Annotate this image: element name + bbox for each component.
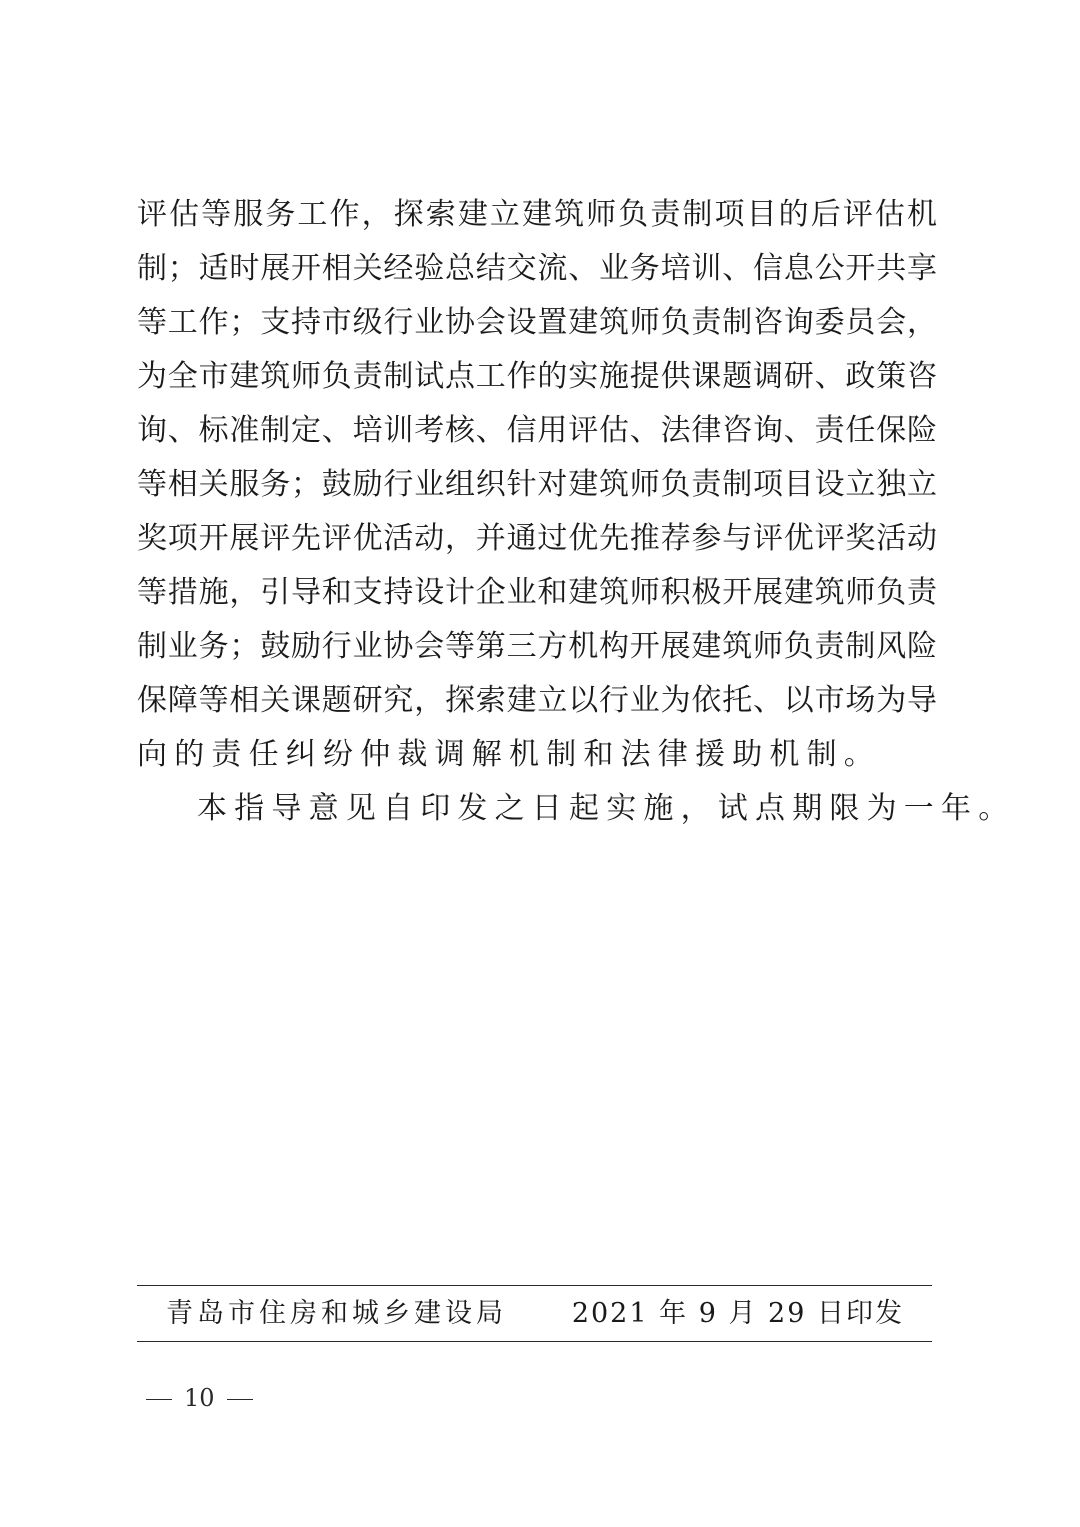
page-number-value: 10 — [184, 1384, 215, 1412]
paragraph-line: 等措施，引导和支持设计企业和建筑师积极开展建筑师负责 — [137, 575, 937, 610]
closing-paragraph: 本指导意见自印发之日起实施，试点期限为一年。 — [197, 791, 1016, 826]
dash-left — [146, 1399, 172, 1400]
imprint-bottom-rule — [137, 1341, 932, 1342]
paragraph-line: 制业务；鼓励行业协会等第三方机构开展建筑师负责制风险 — [137, 629, 937, 664]
paragraph-line: 向的责任纠纷仲裁调解机制和法律援助机制。 — [137, 737, 881, 772]
paragraph-line: 保障等相关课题研究，探索建立以行业为依托、以市场为导 — [137, 683, 937, 718]
page-number — [146, 1378, 253, 1418]
paragraph-line: 等工作；支持市级行业协会设置建筑师负责制咨询委员会， — [137, 305, 937, 340]
paragraph-line: 等相关服务；鼓励行业组织针对建筑师负责制项目设立独立 — [137, 467, 937, 502]
imprint-top-rule — [137, 1285, 932, 1286]
paragraph-line: 奖项开展评先评优活动，并通过优先推荐参与评优评奖活动 — [137, 521, 937, 556]
paragraph-line: 为全市建筑师负责制试点工作的实施提供课题调研、政策咨 — [137, 359, 937, 394]
imprint-organization: 青岛市住房和城乡建设局 — [166, 1298, 507, 1329]
dash-right — [227, 1399, 253, 1400]
paragraph-line: 评估等服务工作，探索建立建筑师负责制项目的后评估机 — [137, 197, 937, 232]
imprint-date: 2021 年 9 月 29 日印发 — [571, 1298, 904, 1329]
body-text — [137, 188, 1016, 836]
paragraph-line: 询、标准制定、培训考核、信用评估、法律咨询、责任保险 — [137, 413, 937, 448]
paragraph-line: 制；适时展开相关经验总结交流、业务培训、信息公开共享 — [137, 251, 937, 286]
